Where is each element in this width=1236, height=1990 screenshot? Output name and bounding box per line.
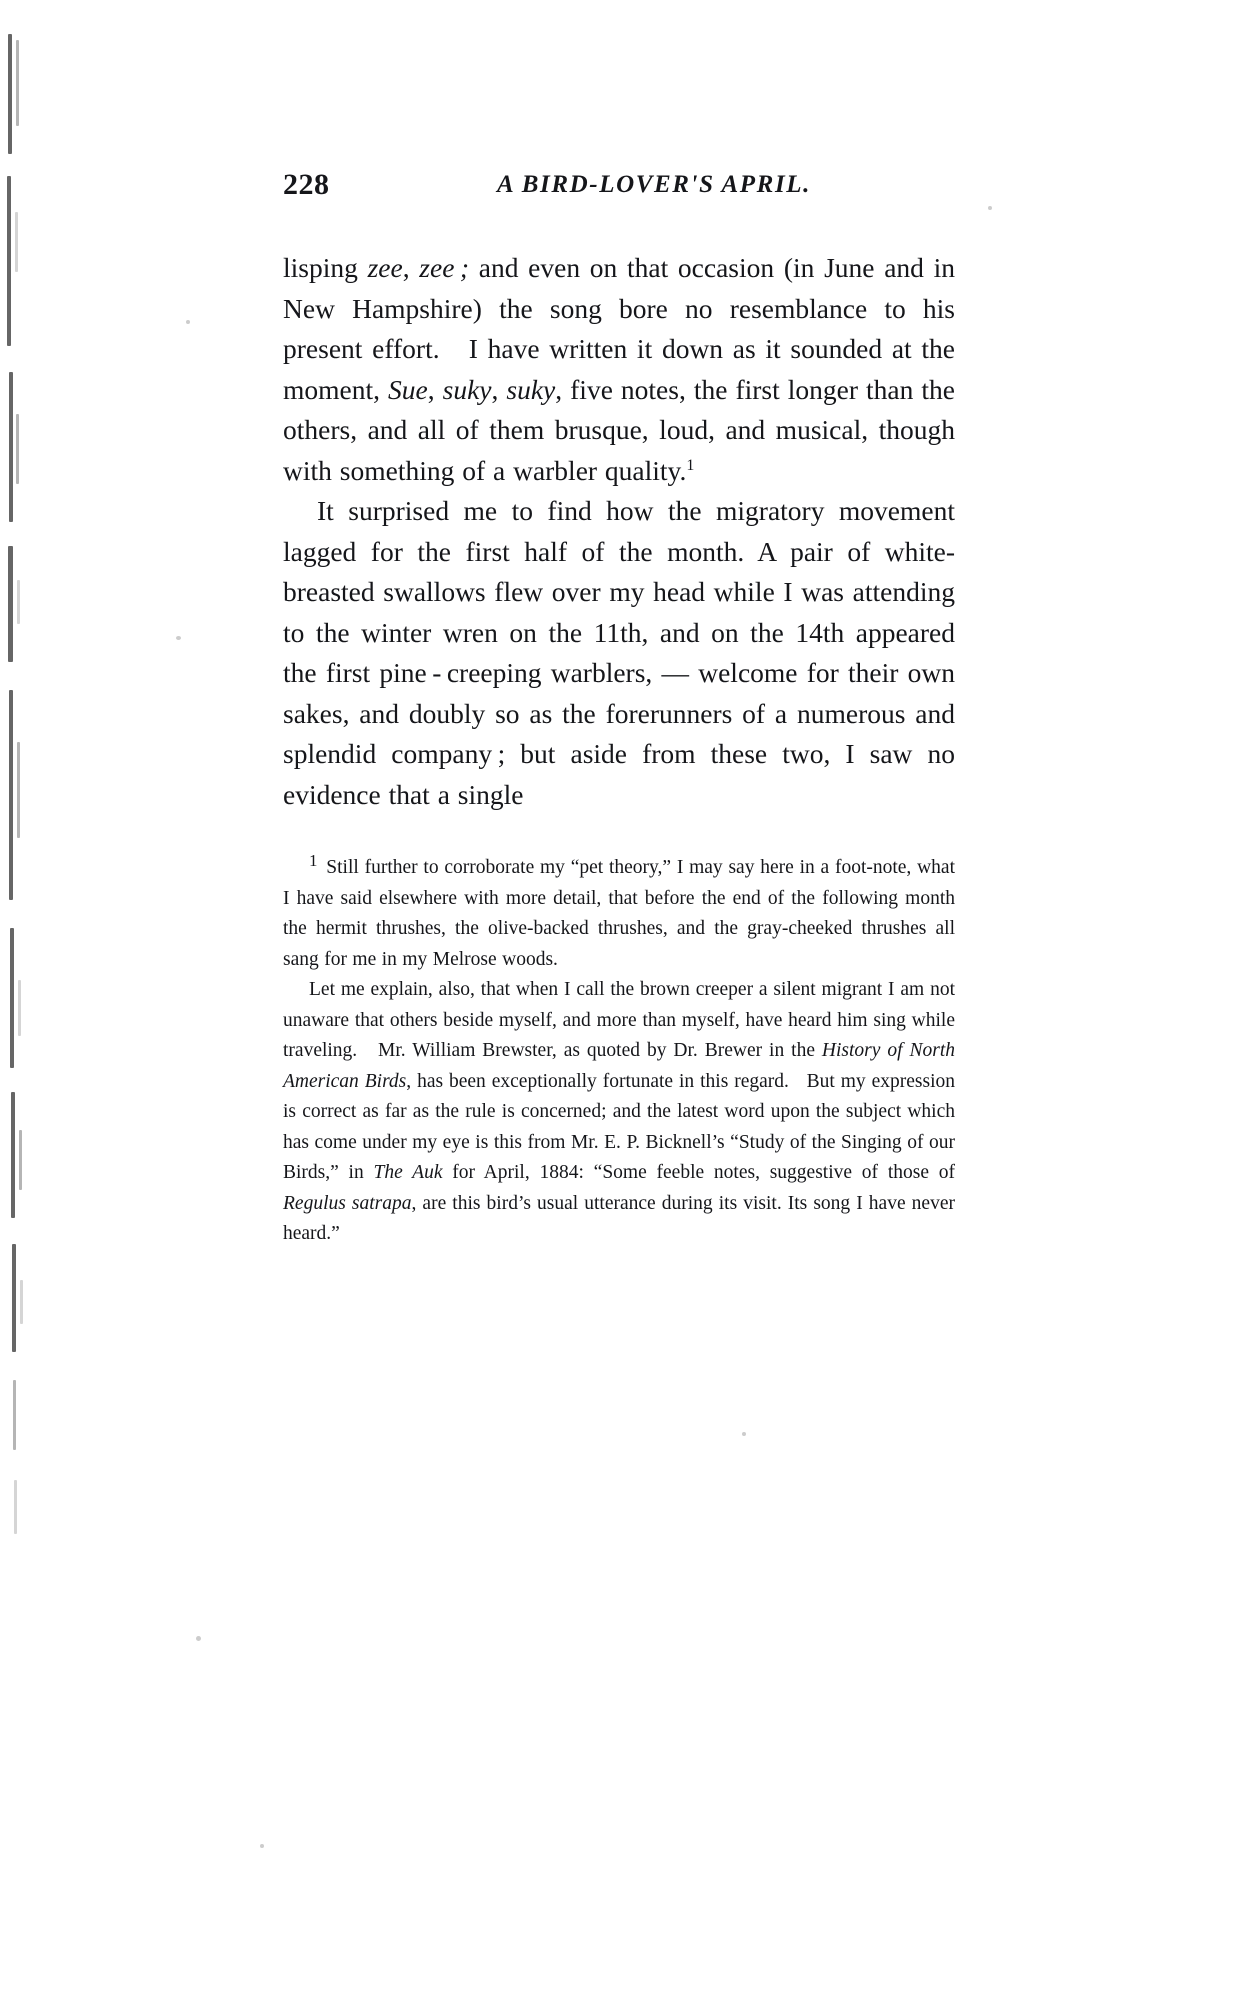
scan-edge-artifacts [0,0,34,1990]
footnote-paragraph-1: 1 Still further to corroborate my “pet theory,” I may say here in a foot-note, what I have said elsewhere with more detail, that before the end of the following month the hermit thrushes, the olive-backed thrushes, and the gray-cheeked thrushes all sang for me in my Melrose woods. [283,850,955,970]
footnote-block [283,850,955,1250]
body-paragraph-1: lisping zee, zee ; and even on that occasion (in June and in New Hampshire) the song bore no resemblance to his present effort. I have written it down as it sounded at the moment, Sue, suky, suky, five notes, the first longer than the others, and all of them brusque, loud, and musical, though with something of a warbler quality.$^1$ [283,252,955,486]
body-paragraph-2: It surprised me to find how the migratory movement lagged for the first half of the month. A pair of white-breasted swallows flew over my head while I was attending to the winter wren on the 11th, and on the 14th appeared the first pine - creeping warblers, — welcome for their own sakes, and doubly so as the forerunners of a numerous and splendid company ; but aside from these two, I saw no evidence that a single [283,495,955,810]
page-number: 228 [283,168,330,201]
running-head [283,168,955,214]
footnote-paragraph-2: Let me explain, also, that when I call the brown creeper a silent migrant I am not unaware that others beside myself, and more than myself, have heard him sing while traveling. Mr. William Brewster, as quoted by Dr. Brewer in the History of North American Birds, has been exceptionally fortunate in this regard. But my expression is correct as far as the rule is concerned; and the latest word upon the subject which has come under my eye is this from Mr. E. P. Bicknell’s “Study of the Singing of our Birds,” in The Auk for April, 1884: “Some feeble notes, suggestive of those of Regulus satrapa, are this bird’s usual utterance during its visit. Its song I have never heard.” [283,979,955,1244]
running-head-title: A BIRD-LOVER'S APRIL. [497,171,811,198]
page-content [283,168,955,1250]
